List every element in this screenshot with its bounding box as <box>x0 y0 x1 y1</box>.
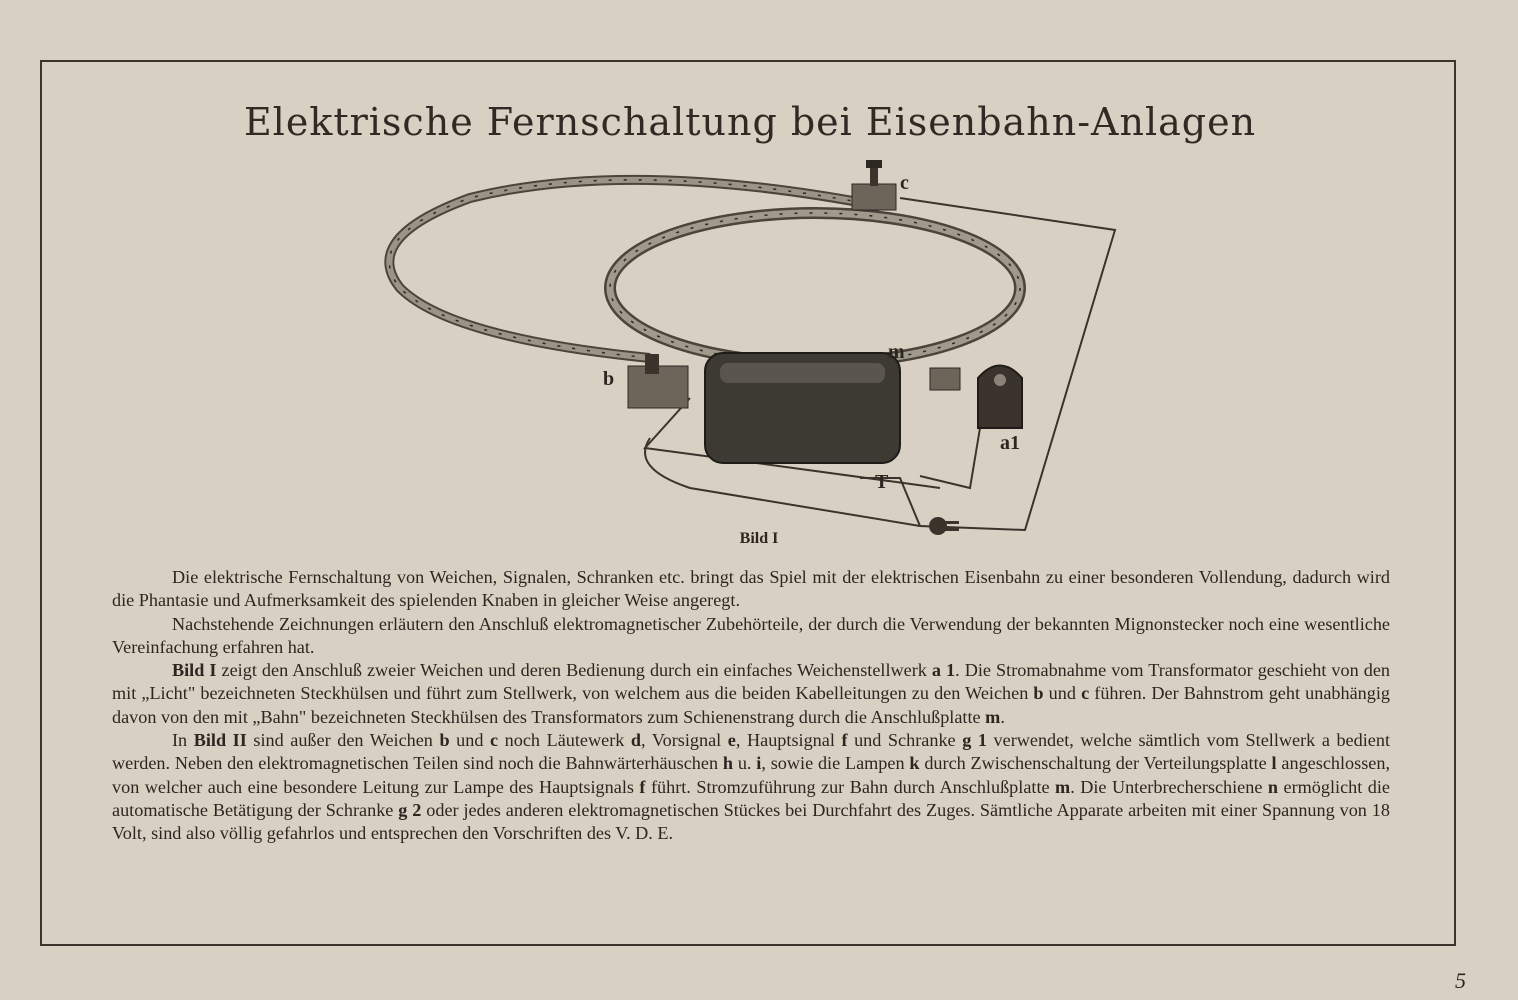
text-run: . <box>1000 706 1005 727</box>
bold-reference: c <box>490 730 499 751</box>
text-run: sind außer den Weichen <box>246 730 440 751</box>
paragraph <box>112 729 1390 845</box>
signal-box-a1 <box>978 366 1022 429</box>
text-run: und <box>449 730 491 751</box>
text-run: u. <box>733 753 757 774</box>
text-run: durch Zwischenschaltung der Verteilungsplatte <box>919 753 1272 774</box>
bold-reference: n <box>1267 776 1279 797</box>
text-run: , Vorsignal <box>641 730 728 751</box>
connection-plate-m <box>930 368 960 390</box>
paragraph <box>112 613 1390 660</box>
figure-bild-1 <box>360 158 1160 548</box>
bold-reference: m <box>985 706 1001 727</box>
text-run: führt. Stromzuführung zur Bahn durch Anschlußplatte <box>645 776 1056 797</box>
bold-reference: Bild II <box>193 730 247 751</box>
bold-reference: l <box>1271 753 1277 774</box>
switch-b <box>628 354 688 408</box>
text-run: In <box>172 730 194 751</box>
bold-reference: m <box>1055 776 1071 797</box>
text-run: ermöglicht die automatische Betätigung der Schranke <box>112 776 1390 820</box>
bold-reference: d <box>630 730 642 751</box>
text-run: . Die Unterbrecherschiene <box>1070 776 1268 797</box>
label-b: b <box>603 368 615 390</box>
wire-a1 <box>920 428 980 488</box>
text-run: . Die Stromabnahme vom Transformator geschieht von den mit „Licht" bezeichneten Steckhülsen und führt zum Stellwerk, von welchem aus die beiden Kabelleitungen zu den Weichen <box>112 660 1390 704</box>
paragraph <box>112 659 1390 729</box>
bold-reference: e <box>727 730 736 751</box>
text-run: , sowie die Lampen <box>761 753 910 774</box>
text-run: Die elektrische Fernschaltung von Weichen, Signalen, Schranken etc. bringt das Spiel mit der elektrischen Eisenbahn zu einer besonderen Vollendung, dadurch wird die Phantasie und Aufmerksamkeit des spielenden Knaben in gleicher Weise angeregt. <box>112 567 1390 611</box>
label-a1: a1 <box>1000 432 1020 454</box>
page-title: Elektrische Fernschaltung bei Eisenbahn-Anlagen <box>243 100 1257 144</box>
text-run: und Schranke <box>847 730 963 751</box>
label-c: c <box>900 172 909 194</box>
text-run: verwendet, welche sämtlich vom Stellwerk a bedient werden. Neben den elektromagnetischen Teilen sind noch die Bahnwärterhäuschen <box>112 730 1390 774</box>
bold-reference: h <box>722 753 733 774</box>
bold-reference: c <box>1081 683 1090 704</box>
bold-reference: f <box>639 776 646 797</box>
page-number: 5 <box>1455 968 1466 993</box>
bold-reference: i <box>756 753 762 774</box>
label-t: T <box>875 471 889 493</box>
label-m: m <box>888 341 905 363</box>
text-run: und <box>1043 683 1082 704</box>
bold-reference: k <box>909 753 920 774</box>
paragraph <box>112 566 1390 613</box>
text-run: noch Läutewerk <box>498 730 631 751</box>
bold-reference: f <box>841 730 848 751</box>
bold-reference: b <box>1033 683 1044 704</box>
text-run: oder jedes anderen elektromagnetischen Stückes bei Durchfahrt des Zuges. Sämtliche Apparate arbeiten mit einer Spannung von 18 Volt, sind also völlig gefahrlos und entsprechen den Vorschriften des V. D. E. <box>112 799 1390 844</box>
switch-c <box>852 160 896 210</box>
track-outer <box>389 180 880 358</box>
bold-reference: g 1 <box>962 730 987 751</box>
text-run: Nachstehende Zeichnungen erläutern den Anschluß elektromagnetischer Zubehörteile, der durch die Verwendung der bekannten Mignonstecker noch eine wesentliche Vereinfachung erfahren hat. <box>112 613 1390 657</box>
text-run: führen. Der Bahnstrom geht unabhängig davon von den mit „Bahn" bezeichneten Steckhülsen des Transformators zum Schienenstrang durch die Anschlußplatte <box>112 683 1390 727</box>
bold-reference: g 2 <box>398 799 422 820</box>
figure-caption: Bild I <box>739 530 779 547</box>
track-layout-illustration <box>360 158 1160 548</box>
text-run: angeschlossen, von welcher auch eine besondere Leitung zur Lampe des Hauptsignals <box>112 753 1391 797</box>
bold-reference: b <box>439 730 450 751</box>
bold-reference: Bild I <box>172 660 217 681</box>
body-text <box>112 566 1390 846</box>
bold-reference: a 1 <box>931 660 956 681</box>
text-run: zeigt den Anschluß zweier Weichen und deren Bedienung durch ein einfaches Weichenstellwerk <box>216 660 932 681</box>
text-run: , Hauptsignal <box>735 730 842 751</box>
transformer <box>705 353 900 463</box>
